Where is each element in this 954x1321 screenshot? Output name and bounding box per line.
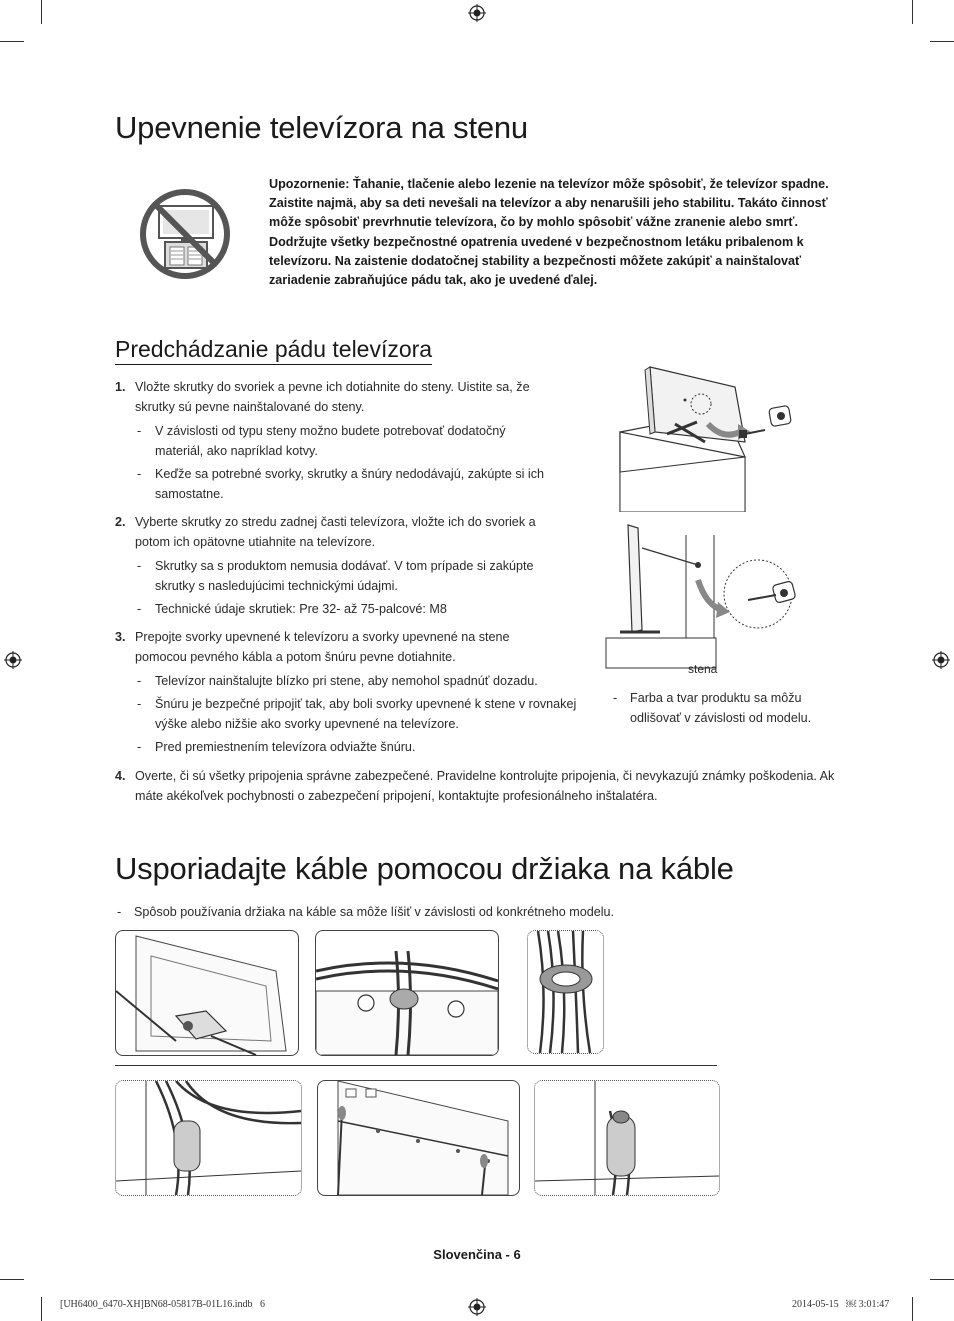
wall-label: stena bbox=[688, 662, 718, 676]
tv-back-cable-route-icon bbox=[318, 1081, 519, 1195]
crop-mark bbox=[41, 0, 42, 24]
registration-mark-icon bbox=[468, 1298, 486, 1316]
registration-mark-icon bbox=[932, 651, 950, 669]
step-text: Vložte skrutky do svoriek a pevne ich dotiahnite do steny. Uistite sa, že skrutky sú pevne nainštalované do steny. bbox=[135, 380, 530, 414]
bullet-text: Pred premiestnením televízora odviažte šnúru. bbox=[155, 740, 416, 754]
bullet-text: Skrutky sa s produktom nemusia dodávať. V tom prípade si zakúpte skrutky s nasledujúcimi technickými údajmi. bbox=[155, 559, 534, 593]
step-text: Overte, či sú všetky pripojenia správne zabezpečené. Pravidelne kontrolujte pripojenia, či nevykazujú známky poškodenia. Ak máte akékoľvek pochybnosti o zabezpečení pripojení, kontaktujte profesionálneho inštalatéra. bbox=[135, 769, 835, 803]
crop-mark bbox=[912, 0, 913, 24]
crop-mark bbox=[930, 1279, 954, 1280]
registration-mark-icon bbox=[4, 651, 22, 669]
registration-mark-icon bbox=[468, 4, 486, 22]
warning-text: Upozornenie: Ťahanie, tlačenie alebo lezenie na televízor môže spôsobiť, že televízor spadne. Zaistite najmä, aby sa deti nevešali na televízor a aby nenarušili jeho stabilitu. Takáto činnosť môže spôsobiť prevrhnutie televízora, čo by mohlo spôsobiť vážne zranenie alebo smrť. Dodržujte všetky bezpečnostné opatrenia uvedené v bezpečnostnom letáku pribalenom k televízoru. Na zaistenie dodatočnej stability a bezpečnosti môžete zakúpiť a nainštalovať zariadenie zabraňujúce pádu tak, ako je uvedené ďalej. bbox=[269, 177, 829, 288]
step-number: 3. bbox=[115, 630, 126, 644]
cable-note-text: Spôsob používania držiaka na káble sa môže líšiť v závislosti od konkrétneho modelu. bbox=[134, 905, 615, 919]
section-title: Usporiadajte káble pomocou držiaka na káble bbox=[115, 851, 734, 886]
figure-note-text: Farba a tvar produktu sa môžu odlišovať v závislosti od modelu. bbox=[630, 691, 812, 725]
crop-mark bbox=[0, 41, 24, 42]
tv-bracket-illustration bbox=[605, 362, 815, 512]
crop-mark bbox=[930, 41, 954, 42]
cable-step-image bbox=[115, 1080, 302, 1196]
bullet-text: V závislosti od typu steny možno budete potrebovať dodatočný materiál, ako napríklad kotvy. bbox=[155, 424, 506, 458]
divider bbox=[115, 1065, 717, 1066]
cable-step-image bbox=[315, 930, 499, 1056]
crop-mark bbox=[0, 1279, 24, 1280]
print-date: 2014-05-15 ￼ 3:01:47 bbox=[792, 1299, 890, 1310]
file-info: [UH6400_6470-XH]BN68-05817B-01L16.indb 6 bbox=[60, 1299, 265, 1310]
cable-bundle-icon bbox=[528, 931, 603, 1053]
step-text: Vyberte skrutky zo stredu zadnej časti televízora, vložte ich do svoriek a potom ich opätovne utiahnite na televízore. bbox=[135, 515, 536, 549]
cable-step-image bbox=[527, 930, 604, 1054]
bullet-text: Keďže sa potrebné svorky, skrutky a šnúry nedodávajú, zakúpte si ich samostatne. bbox=[155, 467, 545, 501]
crop-mark bbox=[912, 1297, 913, 1321]
cable-step-image bbox=[317, 1080, 520, 1196]
bullet-text: Technické údaje skrutiek: Pre 32- až 75-palcové: M8 bbox=[155, 602, 447, 616]
cable-side-view-icon bbox=[116, 1081, 301, 1195]
tv-wall-illustration bbox=[598, 520, 828, 675]
tv-back-stand-icon bbox=[116, 931, 298, 1055]
bullet-text: Televízor nainštalujte blízko pri stene, aby nemohol spadnúť dozadu. bbox=[155, 674, 538, 688]
step-text: Prepojte svorky upevnené k televízoru a svorky upevnené na stene pomocou pevného kábla a potom šnúru pevne dotiahnite. bbox=[135, 630, 510, 664]
bullet-text: Šnúru je bezpečné pripojiť tak, aby boli svorky upevnené k stene v rovnakej výške alebo nižšie ako svorky upevnené na televízore. bbox=[155, 697, 577, 731]
cable-holder-closeup-icon bbox=[535, 1081, 719, 1195]
page-number: Slovenčina - 6 bbox=[433, 1247, 521, 1262]
cable-step-image bbox=[534, 1080, 720, 1196]
step-number: 1. bbox=[115, 380, 126, 394]
section-title: Predchádzanie pádu televízora bbox=[115, 336, 432, 365]
crop-mark bbox=[41, 1297, 42, 1321]
page-title: Upevnenie televízora na stenu bbox=[115, 110, 528, 145]
step-number: 4. bbox=[115, 769, 126, 783]
cable-holder-attach-icon bbox=[316, 931, 498, 1055]
cable-step-image bbox=[115, 930, 299, 1056]
no-climbing-tv-icon bbox=[137, 186, 233, 282]
step-number: 2. bbox=[115, 515, 126, 529]
